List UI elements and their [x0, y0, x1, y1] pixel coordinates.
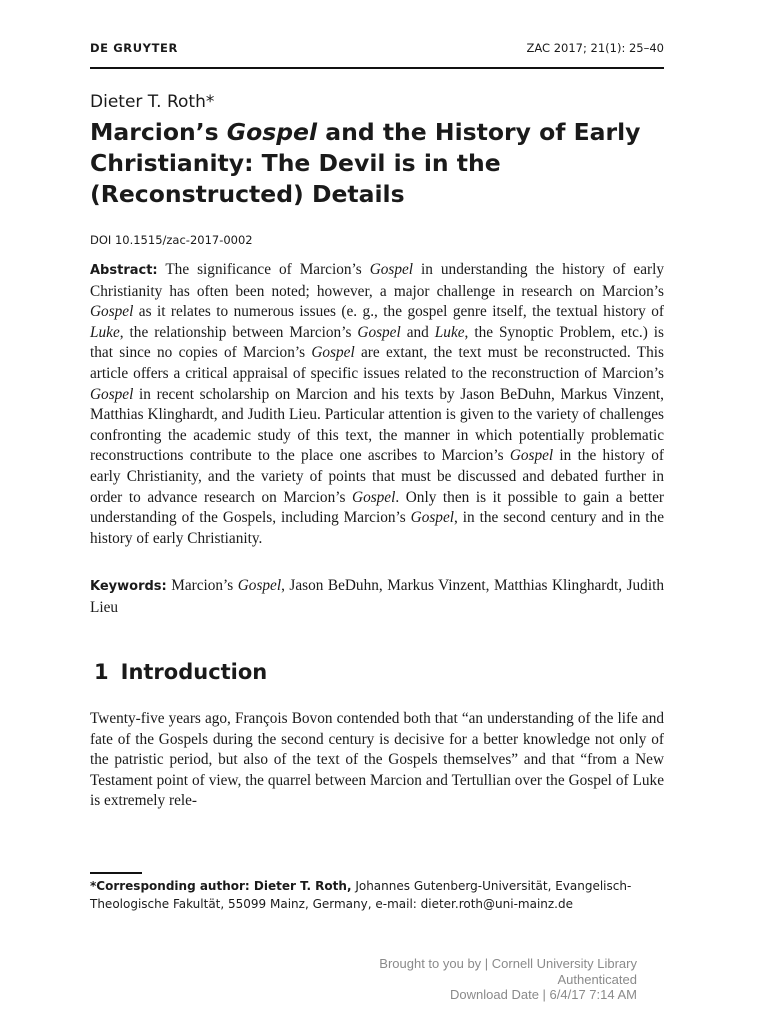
- section-title: Introduction: [120, 660, 268, 684]
- abstract-segment: . Only then is it possible to gain a better understanding of the Gospels, including Marcion’s: [90, 488, 664, 527]
- abstract-segment: are extant, the text must be reconstructed. This article offers a critical appraisal of specific issues related to the reconstruction of Marcion’s: [90, 344, 664, 382]
- doi[interactable]: DOI 10.1515/zac-2017-0002: [90, 233, 253, 247]
- publisher-name: DE GRUYTER: [90, 41, 178, 55]
- footnote-rule: [90, 872, 142, 874]
- abstract: [90, 260, 664, 549]
- abstract-segment: Gospel: [369, 261, 414, 278]
- abstract-segment: Gospel: [90, 385, 134, 403]
- introduction-paragraph: Twenty-five years ago, François Bovon contended both that “an understanding of the life and fate of the Gospels during the second century is decisive for a better knowledge not only of the patristic period, but also of the text of the Gospels themselves” and that “from a New Testament point of view, the quarrel between Marcion and Tertullian over the Gospel of Luke is extremely rele-: [90, 710, 664, 810]
- abstract-segment: in recent scholarship on Marcion and his texts by Jason BeDuhn, Markus Vinzent, Matthias Klinghardt, and Judith Lieu. Particular attention is given to the variety of challenges confronting the academic study of this text, the manner in which potentially problematic reconstructions contribute to the place one ascribes to Marcion’s: [90, 385, 664, 465]
- abstract-segment: Gospel: [509, 447, 554, 465]
- abstract-segment: The significance of Marcion’s: [157, 261, 370, 278]
- keywords-segment: , Jason BeDuhn, Markus Vinzent, Matthias Klinghardt, Judith Lieu: [90, 577, 664, 616]
- download-line-3: Download Date | 6/4/17 7:14 AM: [450, 987, 637, 1002]
- keywords-segment: Marcion’s: [166, 577, 238, 594]
- abstract-segment: , the relationship between Marcion’s: [119, 323, 358, 341]
- abstract-segment: in understanding the history of early Christianity has often been noted; however, a major challenge in research on Marcion’s: [90, 261, 664, 300]
- abstract-segment: , the Synoptic Problem, etc.) is that since no copies of Marcion’s: [90, 323, 664, 362]
- keywords-body: [90, 577, 664, 616]
- footnote-label: *Corresponding author: Dieter T. Roth,: [90, 879, 352, 893]
- abstract-segment: and: [400, 323, 435, 341]
- abstract-segment: Luke: [434, 323, 465, 341]
- download-notice: [379, 956, 637, 1003]
- abstract-segment: in the history of early Christianity, and the variety of points that must be discussed and debated further in order to advance research on Marcion’s: [90, 447, 664, 506]
- footnote-text: Johannes Gutenberg-Universität, Evangelisch-Theologische Fakultät, 55099 Mainz, Germany, e-mail: dieter.roth@uni-mainz.de: [90, 879, 632, 911]
- abstract-segment: Gospel: [357, 323, 401, 341]
- download-line-2: Authenticated: [557, 971, 637, 987]
- abstract-label: Abstract:: [90, 263, 158, 278]
- abstract-segment: Gospel: [90, 303, 134, 321]
- footnote: [90, 877, 664, 913]
- page-header: [90, 41, 664, 69]
- keywords-label: Keywords:: [90, 579, 167, 594]
- title-italic: Gospel: [226, 118, 318, 146]
- keywords-segment: Gospel: [237, 577, 282, 594]
- title-part-2: and the History of Early Christianity: The Devil is in the (Reconstructed) Details: [90, 118, 641, 208]
- section-heading: [94, 660, 267, 684]
- abstract-segment: Gospel: [410, 509, 454, 527]
- section-number: 1: [94, 660, 109, 684]
- abstract-segment: , in the second century and in the history of early Christianity.: [90, 509, 664, 547]
- abstract-segment: as it relates to numerous issues (e. g., the gospel genre itself, the textual history of: [133, 303, 664, 321]
- abstract-segment: Gospel: [352, 488, 396, 506]
- abstract-segment: Luke: [90, 323, 120, 341]
- journal-reference: ZAC 2017; 21(1): 25–40: [526, 41, 664, 55]
- author-name: Dieter T. Roth*: [90, 92, 215, 112]
- download-line-1: Brought to you by | Cornell University Library: [379, 956, 637, 971]
- article-title: [90, 117, 650, 210]
- abstract-segment: Gospel: [311, 344, 355, 362]
- abstract-body: [90, 261, 664, 547]
- title-part-1: Marcion’s: [90, 118, 227, 146]
- keywords: [90, 576, 664, 618]
